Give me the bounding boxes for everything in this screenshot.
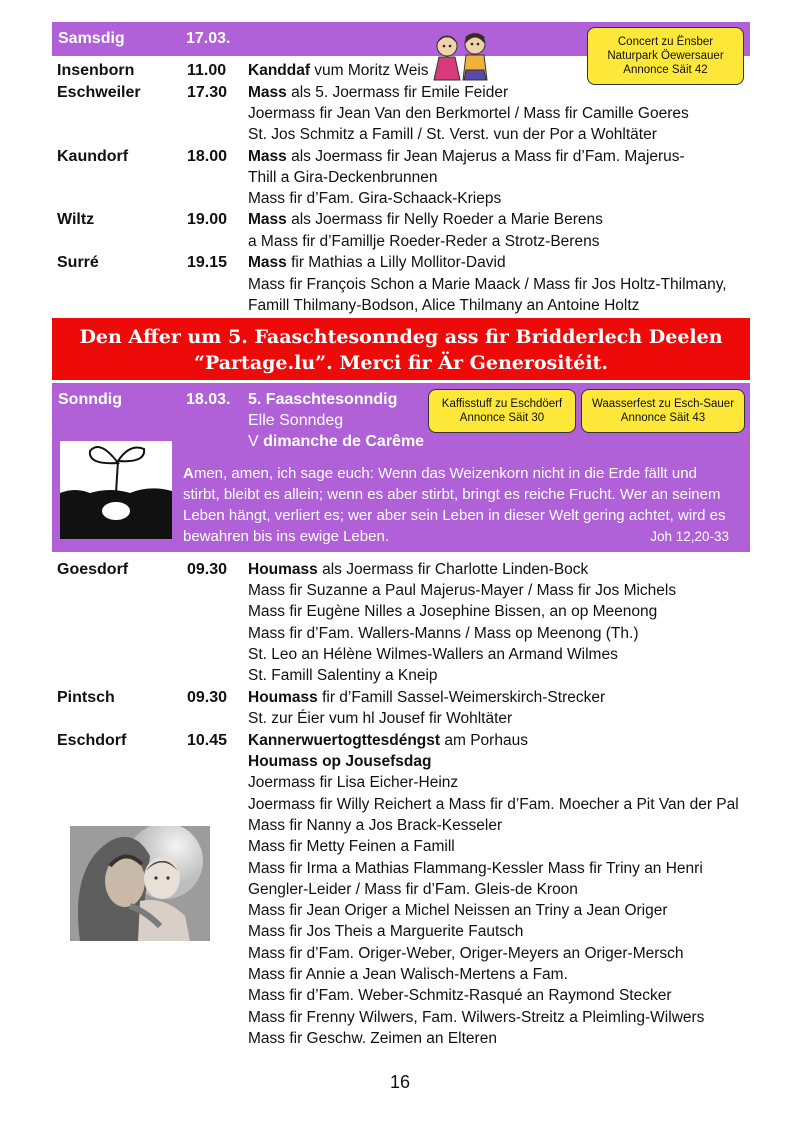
time-kaundorf: 18.00: [187, 148, 228, 165]
badge-line: Annonce Säit 30: [459, 412, 545, 424]
badge-line: Concert zu Ënsber: [617, 36, 714, 48]
notice-line-1: Den Affer um 5. Faaschtesonndeg ass fir Bridderlech Deelen: [79, 326, 723, 348]
place-kaundorf: Kaundorf: [57, 148, 129, 165]
schedule-line: Houmass als Joermass fir Charlotte Linden-Bock: [248, 561, 589, 578]
sunday-subtitle-french: V dimanche de Carême: [248, 433, 425, 450]
schedule-line: Famill Thilmany-Bodson, Alice Thilmany an Antoine Holtz: [248, 297, 640, 314]
badge-line: Kaffisstuff zu Eschdöerf: [441, 398, 563, 410]
schedule-line: Kanddaf vum Moritz Weis: [248, 62, 429, 79]
time-pintsch: 09.30: [187, 689, 228, 706]
waasserfest-badge: [581, 389, 745, 433]
gospel-line: stirbt, bleibt es allein; wenn es aber stirbt, bringt es reiche Frucht. Wer an seinem: [183, 486, 721, 503]
schedule-line: Mass fir Suzanne a Paul Majerus-Mayer / Mass fir Jos Michels: [248, 582, 677, 599]
badge-line: Annonce Säit 43: [620, 412, 706, 424]
time-insenborn: 11.00: [187, 62, 227, 79]
place-surre: Surré: [57, 254, 99, 271]
place-insenborn: Insenborn: [57, 62, 135, 79]
schedule-line: Joermass fir Jean Van den Berkmortel / Mass fir Camille Goeres: [248, 105, 689, 122]
gospel-initial: A: [183, 465, 194, 482]
schedule-line: Mass als Joermass fir Jean Majerus a Mass fir d’Fam. Majerus-: [248, 148, 685, 165]
schedule-line: Mass fir d’Fam. Wallers-Manns / Mass op Meenong (Th.): [248, 625, 639, 642]
schedule-line: St. Jos Schmitz a Famill / St. Verst. vun der Por a Wohltäter: [248, 126, 657, 143]
schedule-line: Mass fir d’Fam. Weber-Schmitz-Rasqué an Raymond Stecker: [248, 987, 672, 1004]
saturday-date: 17.03.: [186, 30, 231, 47]
schedule-line: Mass fir Geschw. Zeimen an Elteren: [248, 1030, 497, 1047]
schedule-line: Mass fir Eugène Nilles a Josephine Bissen, an op Meenong: [248, 603, 658, 620]
gospel-line: Leben hängt, verliert es; wer aber sein Leben in dieser Welt gering achtet, wird es: [183, 507, 726, 524]
time-goesdorf: 09.30: [187, 561, 228, 578]
schedule-line: Gengler-Leider / Mass fir d’Fam. Gleis-de Kroon: [248, 881, 578, 898]
schedule-line: Mass fir Mathias a Lilly Mollitor-David: [248, 254, 506, 271]
schedule-line: a Mass fir d’Famillje Roeder-Reder a Strotz-Berens: [248, 233, 600, 250]
time-eschweiler: 17.30: [187, 84, 228, 101]
collection-notice-banner: [52, 318, 750, 380]
schedule-line: Mass fir Frenny Wilwers, Fam. Wilwers-Streitz a Pleimling-Wilwers: [248, 1009, 705, 1026]
schedule-line: Joermass fir Lisa Eicher-Heinz: [248, 774, 459, 791]
badge-line: Waasserfest zu Esch-Sauer: [591, 398, 735, 410]
sprout-seed-illustration: [60, 441, 172, 539]
schedule-line: Houmass op Jousefsdag: [248, 753, 432, 770]
schedule-line: Mass fir Irma a Mathias Flammang-Kessler Mass fir Triny an Henri: [248, 860, 703, 877]
sunday-date: 18.03.: [186, 391, 231, 408]
schedule-line: Mass fir d’Fam. Origer-Weber, Origer-Meyers an Origer-Mersch: [248, 945, 684, 962]
schedule-line: Mass fir Annie a Jean Walisch-Mertens a Fam.: [248, 966, 568, 983]
schedule-line: Mass fir Metty Feinen a Famill: [248, 838, 455, 855]
schedule-line: Mass fir Jos Theis a Marguerite Fautsch: [248, 923, 524, 940]
time-wiltz: 19.00: [187, 211, 228, 228]
sunday-title: 5. Faaschtesonndig: [248, 391, 398, 408]
couple-cartoon-illustration: [430, 30, 492, 82]
schedule-line: Mass als Joermass fir Nelly Roeder a Marie Berens: [248, 211, 603, 228]
joseph-and-child-image: [70, 826, 210, 941]
schedule-line: Mass fir Nanny a Jos Brack-Kesseler: [248, 817, 503, 834]
place-wiltz: Wiltz: [57, 211, 95, 228]
schedule-line: St. Famill Salentiny a Kneip: [248, 667, 438, 684]
schedule-line: Mass fir d’Fam. Gira-Schaack-Krieps: [248, 190, 502, 207]
gospel-line: bewahren bis ins ewige Leben. Joh 12,20-33: [183, 528, 729, 545]
saturday-day-label: Samsdig: [58, 30, 125, 47]
gospel-text: [183, 463, 743, 547]
schedule-line: Joermass fir Willy Reichert a Mass fir d’Fam. Moecher a Pit Van der Pal: [248, 796, 739, 813]
schedule-line: Mass fir Jean Origer a Michel Neissen an Triny a Jean Origer: [248, 902, 668, 919]
schedule-line: St. zur Éier vum hl Jousef fir Wohltäter: [248, 710, 513, 727]
badge-line: Annonce Säit 42: [623, 64, 708, 76]
schedule-line: St. Leo an Hélène Wilmes-Wallers an Armand Wilmes: [248, 646, 618, 663]
schedule-line: Houmass fir d’Famill Sassel-Weimerskirch-Strecker: [248, 689, 606, 706]
badge-line: Naturpark Öewersauer: [607, 50, 724, 62]
sunday-subtitle: Elle Sonndeg: [248, 412, 344, 429]
place-eschdorf: Eschdorf: [57, 732, 127, 749]
gospel-reference: Joh 12,20-33: [650, 529, 729, 544]
schedule-line: Mass als 5. Joermass fir Emile Feider: [248, 84, 509, 101]
schedule-line: Kannerwuertogttesdéngst am Porhaus: [248, 732, 528, 749]
page-number: 16: [389, 1072, 411, 1092]
place-eschweiler: Eschweiler: [57, 84, 141, 101]
place-pintsch: Pintsch: [57, 689, 115, 706]
notice-line-2: “Partage.lu”. Merci fir Är Generositéit.: [194, 352, 608, 374]
gospel-line: Amen, amen, ich sage euch: Wenn das Weizenkorn nicht in die Erde fällt und: [183, 465, 697, 482]
concert-ensber-badge: [587, 27, 744, 85]
sunday-day-label: Sonndig: [58, 391, 122, 408]
schedule-line: Thill a Gira-Deckenbrunnen: [248, 169, 438, 186]
kaffisstuff-badge: [428, 389, 576, 433]
place-goesdorf: Goesdorf: [57, 561, 129, 578]
schedule-line: Mass fir François Schon a Marie Maack / Mass fir Jos Holtz-Thilmany,: [248, 276, 727, 293]
time-eschdorf: 10.45: [187, 732, 228, 749]
time-surre: 19.15: [187, 254, 228, 271]
